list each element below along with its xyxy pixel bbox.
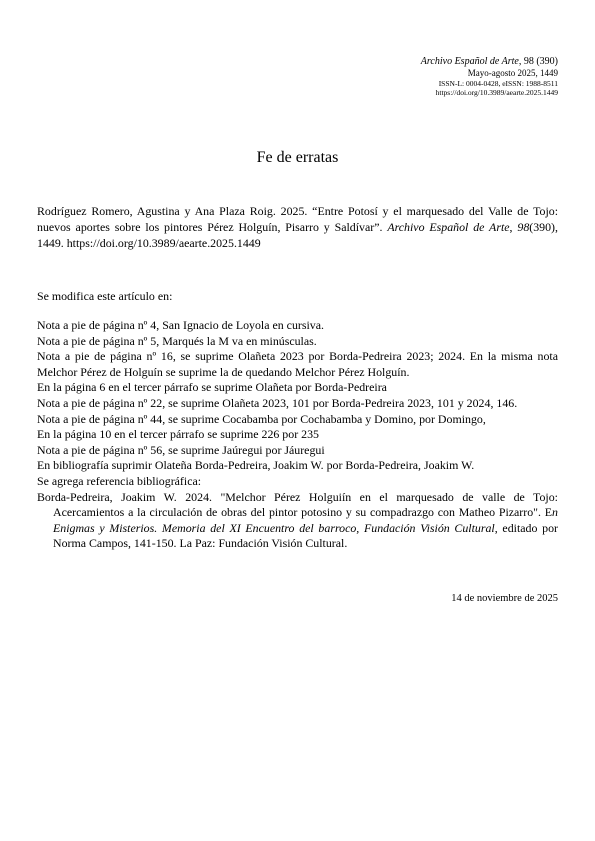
citation-volume: 98 [517, 220, 530, 235]
added-reference [37, 490, 558, 552]
issn-line: ISSN-L: 0004-0428, eISSN: 1988-8511 [438, 78, 558, 88]
page-title: Fe de erratas [256, 149, 339, 166]
citation-journal: Archivo Español de Arte [387, 220, 510, 235]
citation-issue-doi: (390), 1449. https://doi.org/10.3989/aearte.2025.1449 [37, 220, 558, 251]
reference-italic: n Enigmas y Misterios. Memoria del XI Encuentro del barroco, Fundación Visión Cultural [53, 505, 558, 535]
correction-item: En la página 6 en el tercer párrafo se suprime Olañeta por Borda-Pedreira [37, 380, 387, 395]
journal-volume: , 98 (390) [518, 56, 558, 67]
citation-authors-title: Rodríguez Romero, Agustina y Ana Plaza Roig. 2025. “Entre Potosí y el marquesado del Valle de Tojo: nuevos aportes sobre los pintores Pérez Holguín, Pisarro y Saldívar”. [37, 204, 558, 235]
correction-item: Nota a pie de página nº 44, se suprime Cocabamba por Cochabamba y Domino, por Domingo, [37, 411, 486, 426]
correction-item: Nota a pie de página nº 56, se suprime Jaúregui por Jáuregui [37, 442, 325, 457]
correction-item: En la página 10 en el tercer párrafo se suprime 226 por 235 [37, 427, 319, 442]
reference-main: Borda-Pedreira, Joakim W. 2024. "Melchor Pérez Holguiín en el marquesado de valle de Tojo: Acercamientos a la circulación de obras del pintor potosino y su compadrazgo con Matheo Pizarro". E [37, 489, 558, 520]
document-date: 14 de noviembre de 2025 [451, 593, 558, 604]
corrections-list [37, 318, 558, 552]
article-citation [37, 203, 558, 252]
journal-name: Archivo Español de Arte [420, 56, 519, 67]
correction-item: Se agrega referencia bibliográfica: [37, 473, 202, 488]
citation-separator: , [509, 220, 518, 235]
issue-line: Mayo-agosto 2025, 1449 [467, 68, 558, 78]
journal-header [421, 56, 558, 98]
correction-item: Nota a pie de página nº 4, San Ignacio de Loyola en cursiva. [37, 318, 324, 332]
correction-item: Nota a pie de página nº 22, se suprime Olañeta 2023, 101 por Borda-Pedreira 2023, 101 y 2024, 146. [37, 395, 518, 410]
correction-item: En bibliografía suprimir Olateña Borda-Pedreira, Joakim W. por Borda-Pedreira, Joakim W. [37, 458, 475, 473]
correction-item: Nota a pie de página nº 16, se suprime Olañeta 2023 por Borda-Pedreira 2023; 2024. En la misma nota Melchor Pérez de Holguín se suprime la de quedando Melchor Pérez Holguín. [37, 349, 558, 379]
reference-publisher: , editado por Norma Campos, 141-150. La Paz: Fundación Visión Cultural. [53, 520, 558, 551]
correction-item: Nota a pie de página nº 5, Marqués la M va en minúsculas. [37, 333, 317, 348]
doi-line: https://doi.org/10.3989/aearte.2025.1449 [435, 88, 558, 97]
intro-text: Se modifica este artículo en: [37, 289, 173, 303]
journal-line [421, 56, 558, 68]
